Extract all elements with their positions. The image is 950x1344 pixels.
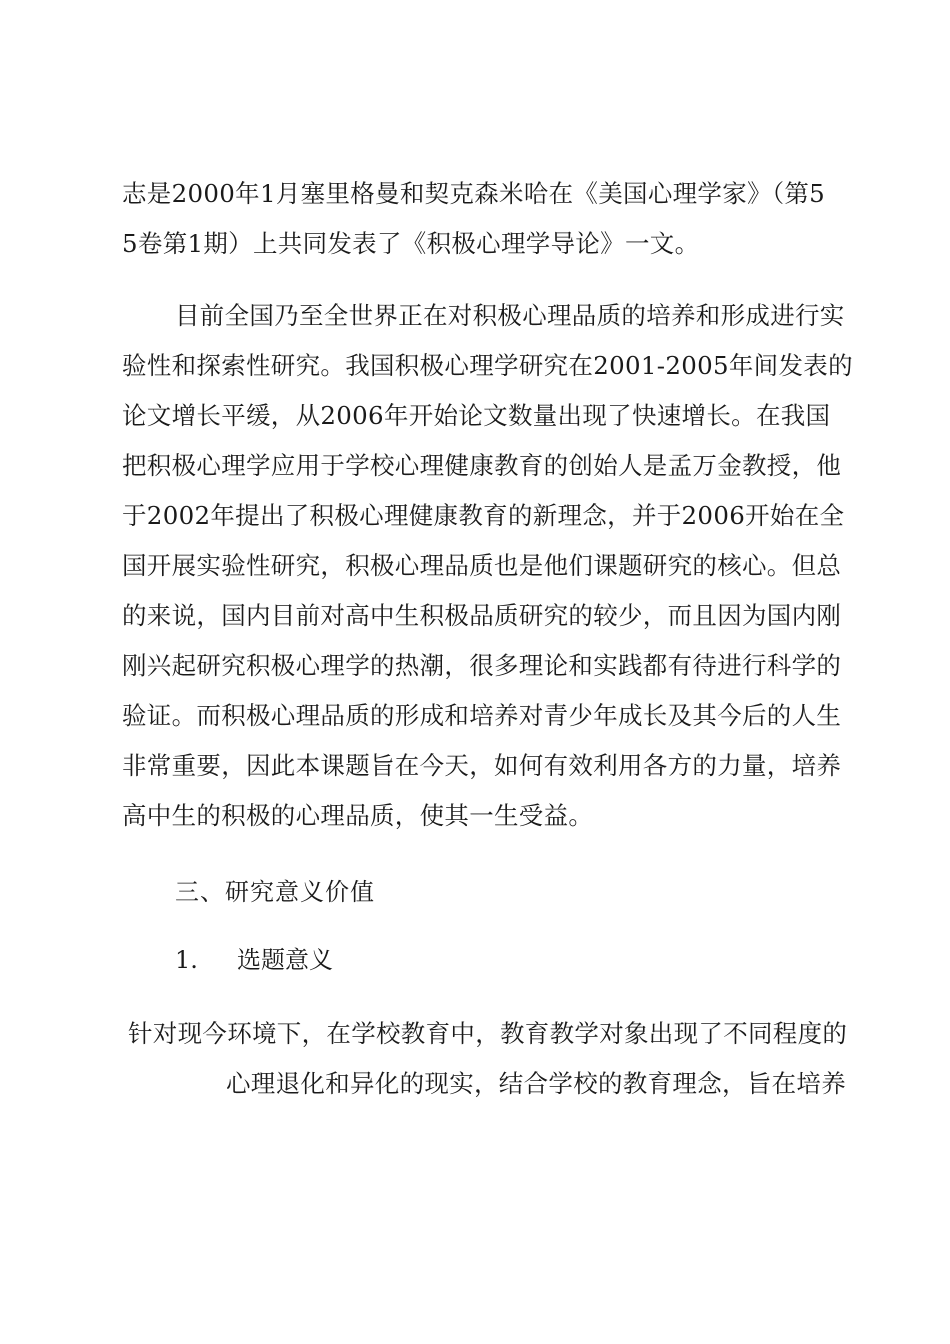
paragraph-2-line-8: 刚兴起研究积极心理学的热潮，很多理论和实践都有待进行科学的 <box>122 651 842 680</box>
section-heading: 三、研究意义价值 <box>175 878 375 906</box>
subsection-number: 1. <box>175 946 198 974</box>
paragraph-1-line-1: 志是2000年1月塞里格曼和契克森米哈在《美国心理学家》（第5 <box>122 179 826 208</box>
paragraph-2-line-10: 非常重要，因此本课题旨在今天，如何有效利用各方的力量，培养 <box>122 751 842 780</box>
paragraph-2-line-4: 把积极心理学应用于学校心理健康教育的创始人是孟万金教授，他 <box>122 451 842 480</box>
paragraph-2-line-11: 高中生的积极的心理品质，使其一生受益。 <box>122 801 594 830</box>
paragraph-2-line-9: 验证。而积极心理品质的形成和培养对青少年成长及其今后的人生 <box>122 701 842 730</box>
subsection-heading <box>175 944 333 976</box>
paragraph-2-line-6: 国开展实验性研究，积极心理品质也是他们课题研究的核心。但总 <box>122 551 842 580</box>
paragraph-2-line-2: 验性和探索性研究。我国积极心理学研究在2001-2005年间发表的 <box>122 351 853 380</box>
paragraph-3-line-2: 心理退化和异化的现实，结合学校的教育理念，旨在培养 <box>226 1069 846 1098</box>
paragraph-2-line-1: 目前全国乃至全世界正在对积极心理品质的培养和形成进行实 <box>175 301 845 330</box>
subsection-title: 选题意义 <box>237 946 333 974</box>
paragraph-3-line-1: 针对现今环境下，在学校教育中，教育教学对象出现了不同程度的 <box>128 1019 848 1048</box>
paragraph-2-line-3: 论文增长平缓，从2006年开始论文数量出现了快速增长。在我国 <box>122 401 831 430</box>
paragraph-1-line-2: 5卷第1期）上共同发表了《积极心理学导论》一文。 <box>122 229 700 258</box>
paragraph-2-line-5: 于2002年提出了积极心理健康教育的新理念，并于2006开始在全 <box>122 501 845 530</box>
paragraph-2-line-7: 的来说，国内目前对高中生积极品质研究的较少，而且因为国内刚 <box>122 601 842 630</box>
